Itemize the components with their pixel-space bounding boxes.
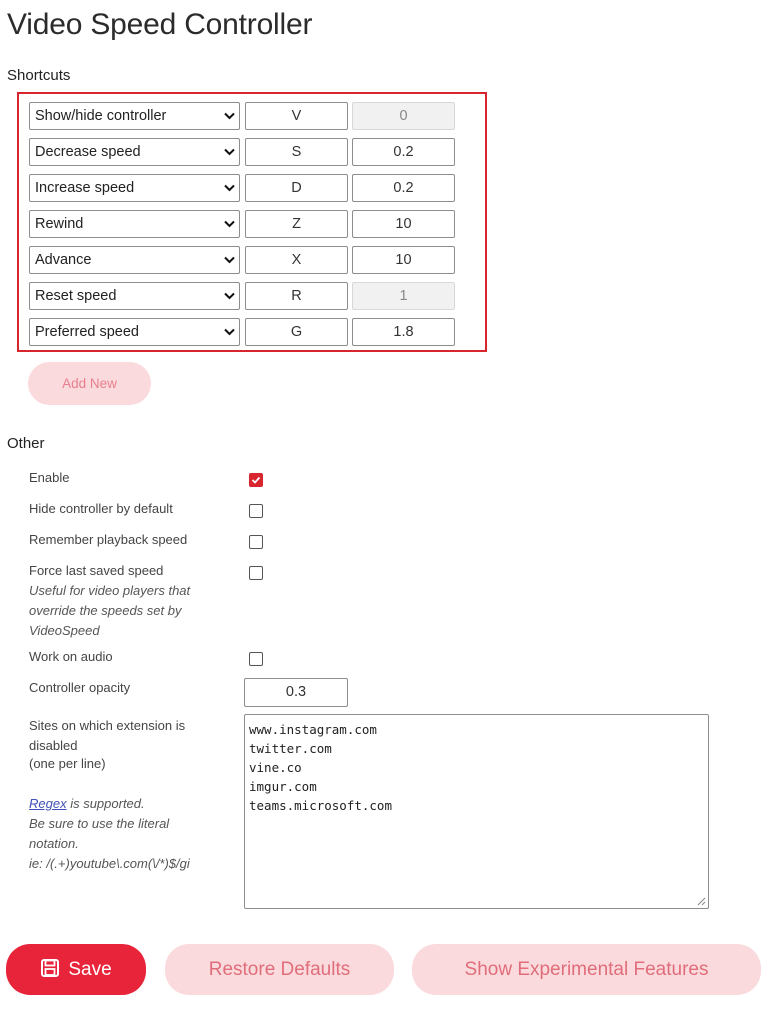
- blacklist-site-line: twitter.com: [249, 741, 332, 756]
- shortcut-action-select[interactable]: [29, 138, 240, 166]
- shortcut-value-input: 1: [352, 282, 455, 310]
- blacklist-textarea[interactable]: [244, 714, 709, 909]
- shortcut-action-label: Decrease speed: [35, 144, 141, 160]
- blacklist-site-line: www.instagram.com: [249, 722, 377, 737]
- chevron-down-icon: [224, 291, 235, 301]
- restore-defaults-button[interactable]: Restore Defaults: [165, 944, 394, 995]
- chevron-down-icon: [224, 219, 235, 229]
- work-on-audio-checkbox[interactable]: [249, 652, 263, 666]
- force-speed-note: Useful for video players that override the speeds set by VideoSpeed: [29, 583, 191, 638]
- blacklist-site-line: teams.microsoft.com: [249, 798, 392, 813]
- checkmark-icon: [251, 475, 261, 485]
- save-icon: [40, 958, 60, 978]
- add-new-button[interactable]: Add New: [28, 362, 151, 405]
- literal-notation-note: Be sure to use the literal notation.: [29, 816, 170, 851]
- regex-link[interactable]: Regex: [29, 796, 67, 811]
- resize-handle-icon[interactable]: [697, 897, 706, 906]
- page-title: Video Speed Controller: [7, 8, 313, 41]
- shortcut-key-input[interactable]: X: [245, 246, 348, 274]
- shortcut-action-label: Advance: [35, 252, 92, 268]
- blacklist-label: Sites on which extension is disabled: [29, 718, 186, 753]
- chevron-down-icon: [224, 255, 235, 265]
- shortcut-key-input[interactable]: G: [245, 318, 348, 346]
- hide-controller-label: Hide controller by default: [29, 501, 173, 516]
- shortcut-action-select[interactable]: [29, 318, 240, 346]
- force-speed-label: Force last saved speed: [29, 563, 164, 578]
- shortcut-key-input[interactable]: S: [245, 138, 348, 166]
- remember-speed-checkbox[interactable]: [249, 535, 263, 549]
- shortcut-key-input[interactable]: R: [245, 282, 348, 310]
- other-section-title: Other: [7, 435, 45, 452]
- save-button-label: Save: [68, 959, 112, 980]
- controller-opacity-label: Controller opacity: [29, 680, 131, 695]
- chevron-down-icon: [224, 327, 235, 337]
- controller-opacity-input[interactable]: 0.3: [244, 678, 348, 707]
- shortcut-key-input[interactable]: D: [245, 174, 348, 202]
- regex-example: ie: /(.+)youtube\.com(\/*)$/gi: [29, 856, 190, 871]
- shortcut-action-label: Rewind: [35, 216, 84, 232]
- shortcut-key-input[interactable]: Z: [245, 210, 348, 238]
- chevron-down-icon: [224, 147, 235, 157]
- shortcut-value-input[interactable]: 10: [352, 246, 455, 274]
- chevron-down-icon: [224, 111, 235, 121]
- remember-speed-label: Remember playback speed: [29, 532, 188, 547]
- blacklist-site-line: imgur.com: [249, 779, 317, 794]
- shortcuts-section-title: Shortcuts: [7, 67, 71, 84]
- shortcut-value-input[interactable]: 0.2: [352, 138, 455, 166]
- work-on-audio-label: Work on audio: [29, 649, 113, 664]
- hide-controller-checkbox[interactable]: [249, 504, 263, 518]
- shortcut-action-select[interactable]: [29, 210, 240, 238]
- regex-note: [29, 794, 229, 814]
- shortcut-value-input: 0: [352, 102, 455, 130]
- regex-supported-text: is supported.: [66, 796, 145, 811]
- enable-label: Enable: [29, 470, 70, 485]
- chevron-down-icon: [224, 183, 235, 193]
- shortcuts-table: [17, 92, 487, 352]
- save-button[interactable]: [6, 944, 146, 995]
- shortcut-action-label: Preferred speed: [35, 324, 139, 340]
- shortcut-value-input[interactable]: 10: [352, 210, 455, 238]
- shortcut-value-input[interactable]: 0.2: [352, 174, 455, 202]
- force-speed-checkbox[interactable]: [249, 566, 263, 580]
- shortcut-action-select[interactable]: [29, 246, 240, 274]
- shortcut-action-select[interactable]: [29, 282, 240, 310]
- blacklist-site-line: vine.co: [249, 760, 302, 775]
- shortcut-value-input[interactable]: 1.8: [352, 318, 455, 346]
- shortcut-action-select[interactable]: [29, 174, 240, 202]
- shortcut-action-select[interactable]: [29, 102, 240, 130]
- shortcut-action-label: Increase speed: [35, 180, 135, 196]
- shortcut-action-label: Reset speed: [35, 288, 117, 304]
- enable-checkbox[interactable]: [249, 473, 263, 487]
- show-experimental-button[interactable]: Show Experimental Features: [412, 944, 761, 995]
- shortcut-key-input[interactable]: V: [245, 102, 348, 130]
- blacklist-sublabel: (one per line): [29, 756, 106, 771]
- shortcut-action-label: Show/hide controller: [35, 108, 167, 124]
